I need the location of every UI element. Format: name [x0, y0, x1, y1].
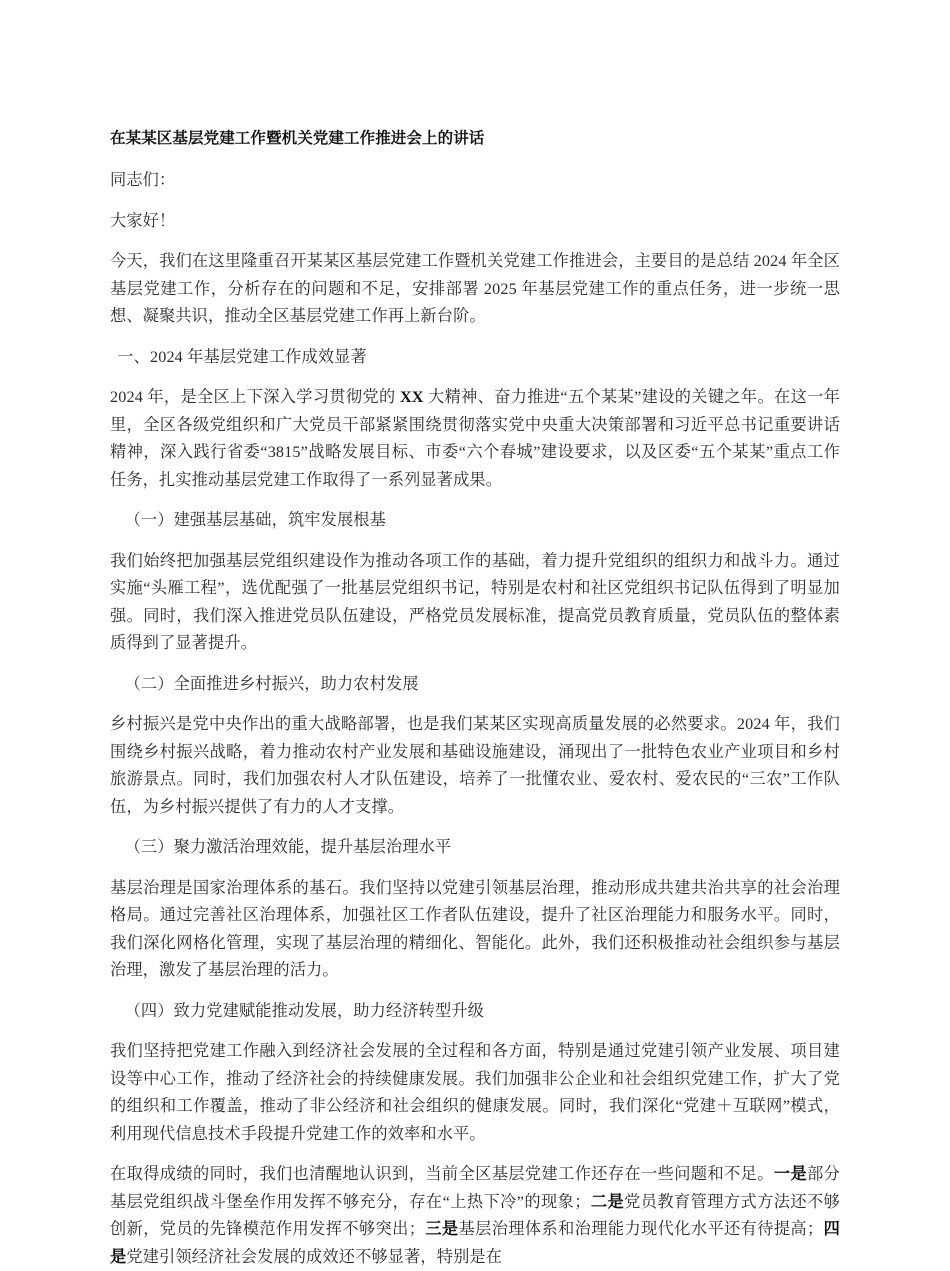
section-heading-one: 一、2024 年基层党建工作成效显著 — [117, 347, 367, 366]
subsection-body-1: 我们始终把加强基层党组织建设作为推动各项工作的基础，着力提升党组织的组织力和战斗力。通过实施“头雁工程”，选优配强了一批基层党组织书记，特别是农村和社区党组织书记队伍得到了明显加强。同时，我们深入推进党员队伍建设，严格党员发展标准，提高党员教育质量，党员队伍的整体素质得到了显著提升。 — [110, 551, 840, 652]
problem-marker-4: 四是 — [110, 1220, 840, 1266]
greeting: 大家好！ — [110, 211, 176, 230]
page-title: 在某某区基层党建工作暨机关党建工作推进会上的讲话 — [110, 130, 485, 147]
subsection-heading-1: （一）建强基层基础，筑牢发展根基 — [124, 511, 386, 529]
problems-lead-text: 在取得成绩的同时，我们也清醒地认识到，当前全区基层党建工作还存在一些问题和不足。 — [110, 1165, 774, 1183]
problem-marker-2: 二是 — [590, 1192, 625, 1211]
intro-lead-text: 2024 年，是全区上下深入学习贯彻党的 — [110, 388, 400, 406]
subsection-body-2: 乡村振兴是党中央作出的重大战略部署，也是我们某某区实现高质量发展的必然要求。2024 年，我们围绕乡村振兴战略，着力推动农村产业发展和基础设施建设，涌现出了一批特色农业产业项目和乡村旅游景点。同时，我们加强农村人才队伍建设，培养了一批懂农业、爱农村、爱农民的“三农”工作队伍，为乡村振兴提供了有力的人才支撑。 — [110, 715, 840, 816]
problem-text-2: 党员教育管理方式方法还不够创新，党员的先锋模范作用发挥不够突出； — [110, 1192, 841, 1238]
problem-text-4: 党建引领经济社会发展的成效还不够显著，特别是在 — [126, 1247, 503, 1266]
salutation: 同志们： — [110, 171, 176, 189]
problem-marker-1: 一是 — [773, 1165, 808, 1183]
subsection-heading-3: （三）聚力激活治理效能，提升基层治理水平 — [124, 838, 452, 856]
problem-text-3: 基层治理体系和治理能力现代化水平还有待提高； — [458, 1220, 824, 1238]
subsection-heading-2: （二）全面推进乡村振兴，助力农村发展 — [124, 674, 419, 693]
problem-marker-3: 三是 — [425, 1220, 459, 1238]
subsection-heading-4: （四）致力党建赋能推动发展，助力经济转型升级 — [124, 1001, 485, 1020]
opening-paragraph: 今天，我们在这里隆重召开某某区基层党建工作暨机关党建工作推进会，主要目的是总结 2024 年全区基层党建工作，分析存在的问题和不足，安排部署 2025 年基层党建工作的重点任务，进一步统一思想、凝聚共识，推动全区基层党建工作再上新台阶。 — [110, 252, 840, 325]
subsection-body-3: 基层治理是国家治理体系的基石。我们坚持以党建引领基层治理，推动形成共建共治共享的社会治理格局。通过完善社区治理体系，加强社区工作者队伍建设，提升了社区治理能力和服务水平。同时，我们深化网格化管理，实现了基层治理的精细化、智能化。此外，我们还积极推动社会组织参与基层治理，激发了基层治理的活力。 — [110, 878, 840, 979]
intro-bold-token: XX — [399, 388, 424, 406]
subsection-body-4: 我们坚持把党建工作融入到经济社会发展的全过程和各方面，特别是通过党建引领产业发展、项目建设等中心工作，推动了经济社会的持续健康发展。我们加强非公企业和社会组织党建工作，扩大了党的组织和工作覆盖，推动了非公经济和社会组织的健康发展。同时，我们深化“党建＋互联网”模式，利用现代信息技术手段提升党建工作的效率和水平。 — [110, 1042, 840, 1143]
intro-tail-text: 大精神、奋力推进“五个某某”建设的关键之年。在这一年里，全区各级党组织和广大党员干部紧紧围绕贯彻落实党中央重大决策部署和习近平总书记重要讲话精神，深入践行省委“3815”战略发展目标、市委“六个春城”建设要求，以及区委“五个某某”重点工作任务，扎实推动基层党建工作取得了一系列显著成果。 — [110, 388, 840, 489]
section-one-intro — [110, 384, 840, 494]
problem-text-1: 部分基层党组织战斗堡垒作用发挥不够充分，存在“上热下冷”的现象； — [110, 1165, 840, 1211]
problems-paragraph — [110, 1161, 840, 1271]
